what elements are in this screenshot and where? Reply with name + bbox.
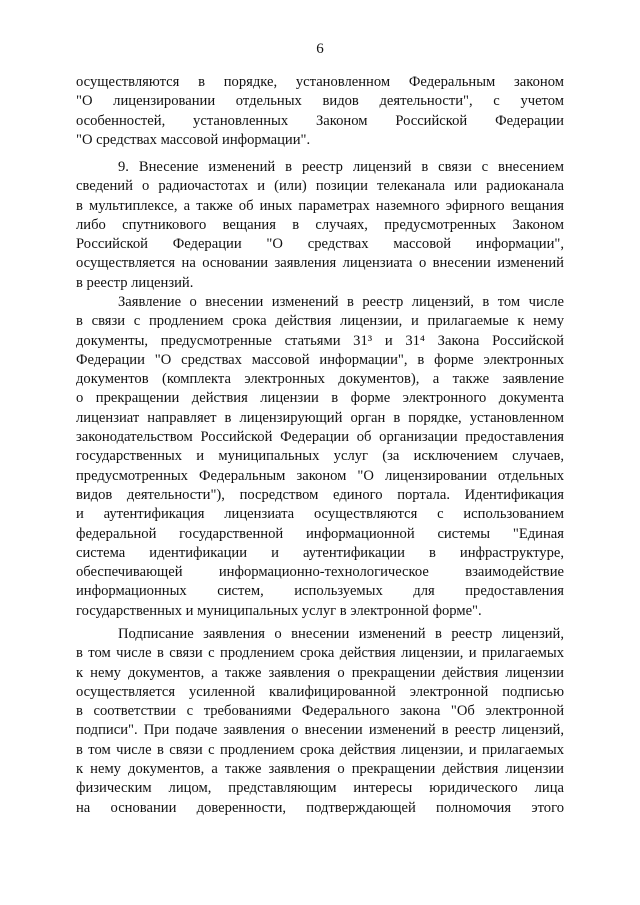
text-line: информационных систем, используемых для предоставления (76, 583, 564, 600)
text-line: подписи". При подаче заявления о внесении изменений в реестр лицензий, (76, 722, 564, 739)
text-line: государственных и муниципальных услуг в электронной форме". (76, 602, 482, 619)
text-line: сведений о радиочастотах и (или) позиции телеканала или радиоканала (76, 178, 564, 195)
text-line: к нему документов, а также заявления о прекращении действия лицензии (76, 664, 564, 681)
text-line: в связи с продлением срока действия лицензии, и прилагаемые к нему (76, 313, 564, 330)
text-line: видов деятельности"), посредством единого портала. Идентификация (76, 486, 564, 503)
text-line: в том числе в связи с продлением срока действия лицензии, и прилагаемых (76, 741, 564, 758)
text-line: 9. Внесение изменений в реестр лицензий в связи с внесением (118, 159, 564, 175)
text-line: обеспечивающей информационно-технологическое взаимодействие (76, 564, 564, 581)
text-line: осуществляется усиленной квалифицированной электронной подписью (76, 683, 564, 700)
text-line: в том числе в связи с продлением срока действия лицензии, и прилагаемых (76, 645, 564, 662)
text-line: "О средствах массовой информации". (76, 131, 311, 148)
paragraph (76, 293, 564, 621)
text-line: Заявление о внесении изменений в реестр лицензий, в том числе (118, 294, 564, 310)
text-line: к нему документов, а также заявления о прекращении действия лицензии (76, 761, 564, 778)
text-line: законодательством Российской Федерации об организации предоставления (76, 429, 564, 446)
text-line: либо спутникового вещания в случаях, предусмотренных Законом (76, 216, 564, 233)
text-line: на основании доверенности, подтверждающей полномочия этого (76, 799, 564, 816)
text-line: физическим лицом, представляющим интересы юридического лица (76, 780, 564, 797)
text-line: документов (комплекта электронных документов), а также заявление (76, 371, 564, 388)
text-line: государственных и муниципальных услуг (за исключением случаев, (76, 448, 564, 465)
page-number: 6 (316, 41, 324, 57)
text-line: лицензиат направляет в лицензирующий орган в порядке, установленном (76, 409, 564, 426)
text-line: в реестр лицензий. (76, 274, 194, 291)
text-line: предусмотренных Федеральным законом "О лицензировании отдельных (76, 467, 564, 484)
text-line: федеральной государственной информационной системы "Единая (76, 525, 564, 542)
text-line: "О лицензировании отдельных видов деятельности", с учетом (76, 93, 564, 110)
paragraph (76, 158, 564, 293)
text-line: Подписание заявления о внесении изменений в реестр лицензий, (118, 626, 564, 642)
text-line: документы, предусмотренные статьями 31³ и 31⁴ Закона Российской (76, 332, 564, 349)
text-line: система идентификации и аутентификации в инфраструктуре, (76, 544, 564, 561)
text-line: и аутентификация лицензиата осуществляются с использованием (76, 506, 564, 523)
text-line: осуществляются в порядке, установленном Федеральным законом (76, 74, 564, 90)
text-line: в соответствии с требованиями Федерального закона "Об электронной (76, 703, 564, 720)
text-line: Федерации "О средствах массовой информации", в форме электронных (76, 351, 564, 368)
paragraph (76, 73, 564, 150)
text-line: осуществляется на основании заявления лицензиата о внесении изменений (76, 255, 564, 272)
paragraph (76, 625, 564, 818)
text-line: о прекращении действия лицензии в форме электронного документа (76, 390, 564, 407)
text-line: в мультиплексе, а также об иных параметрах наземного эфирного вещания (76, 197, 564, 214)
text-line: особенностей, установленных Законом Российской Федерации (76, 112, 564, 129)
text-line: Российской Федерации "О средствах массовой информации", (76, 236, 564, 253)
